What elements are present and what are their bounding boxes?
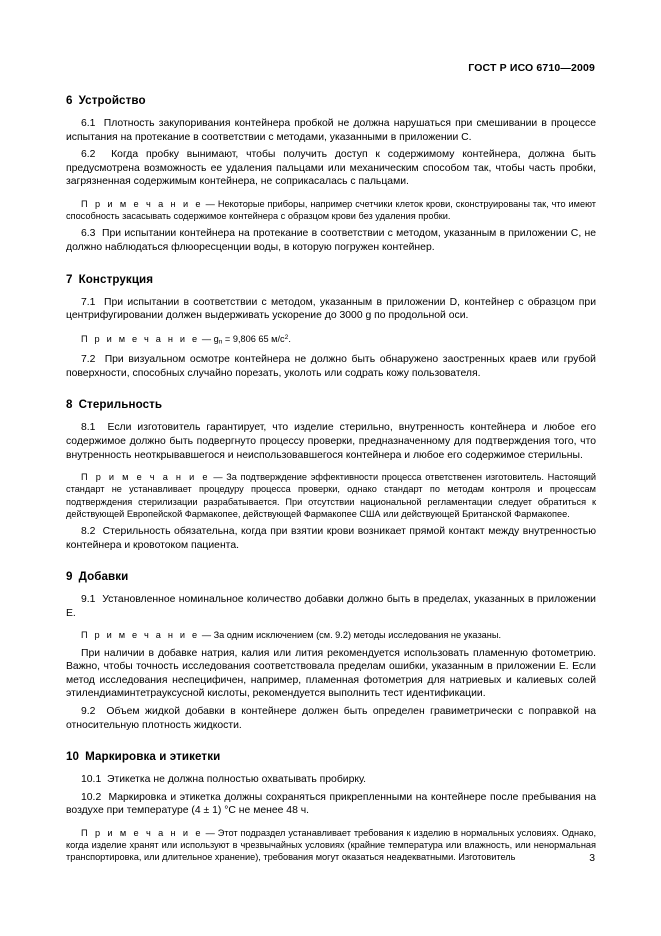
clause-text: При визуальном осмотре контейнера не должно быть обнаружено заостренных краев или грубой поверхности, способных случайно порезать, уколоть или содрать кожу пользователя. — [66, 354, 596, 379]
clause-number: 7.2 — [81, 354, 96, 366]
section-heading-7 — [66, 273, 596, 287]
note-label: П р и м е ч а н и е — [81, 198, 203, 209]
note-text: Этот подраздел устанавливает требования к изделию в нормальных условиях. Однако, когда изделие хранят или используют в чрезвычайных условиях (крайние температура или влажность, или ненормальная транспортировка, или длительное хранение), требования могут оказаться неадекватными. Изготовитель — [66, 827, 596, 863]
note-paragraph — [66, 332, 596, 348]
note-text: За подтверждение эффективности процесса ответственен изготовитель. Настоящий стандарт не устанавливает процедуру процесса проверки, однако стандарт по методам контроля и процессам подтверждения стерилизации разрабатывается. При отсутствии национальной регламентации следует обратиться к действующей Европейской Фармакопее, действующей Фармакопее США или действующей Британской Фармакопее. — [66, 472, 596, 519]
vertical-spacer — [66, 412, 596, 421]
section-title-text: Устройство — [78, 94, 146, 107]
vertical-spacer — [66, 864, 596, 869]
clause-text: При наличии в добавке натрия, калия или лития рекомендуется использовать пламенную фотометрию. Важно, чтобы точность исследования соответствовала пределам ошибки, указанным в приложении E. Если метод исследования неспецифичен, например, пламенная фотометрия для натриевых и калиевых солей этилендиаминтетрауксусной кислоты, рекомендуется выполнить тест идентификации. — [66, 647, 596, 700]
document-body — [66, 94, 596, 869]
note-label: П р и м е ч а н и е — [81, 630, 200, 641]
clause-8.1 — [66, 421, 596, 462]
clause-text: Когда пробку вынимают, чтобы получить доступ к содержимому контейнера, должна быть предусмотрена возможность ее удаления пальцами или механическим способом так, чтобы часть пробки, загрязненная содержимым контейнера, не соприкасалась с пальцами. — [66, 149, 596, 188]
clause-text: Этикетка не должна полностью охватывать пробирку. — [107, 774, 367, 786]
clause-9.1 — [66, 593, 596, 620]
clause-text: Маркировка и этикетка должны сохраняться прикрепленными на контейнере после пребывания на воздухе при температуре (4 ± 1) °C не менее 48 ч. — [66, 791, 596, 817]
vertical-spacer — [66, 736, 596, 750]
clause-8.2 — [66, 525, 596, 552]
formula-superscript: 2 — [284, 333, 289, 341]
clause-number: 6.2 — [81, 149, 96, 161]
clause-6.2 — [66, 148, 596, 189]
note-dash: — — [199, 333, 214, 344]
running-header: ГОСТ Р ИСО 6710—2009 — [468, 62, 595, 74]
section-number: 9 — [66, 570, 73, 584]
clause-6.1 — [66, 117, 596, 144]
note-dash: — — [199, 630, 214, 641]
clause-number: 9.1 — [81, 594, 96, 606]
note-text: Некоторые приборы, например счетчики клеток крови, сконструированы так, что имеют способность засасывать содержимое контейнера с образцом крови без удаления пробки. — [66, 198, 596, 222]
section-title-text: Маркировка и этикетки — [85, 750, 221, 764]
clause-10.2 — [66, 791, 596, 818]
clause-number: 6.3 — [81, 228, 96, 240]
section-heading-10 — [66, 750, 596, 764]
section-title-text: Конструкция — [78, 272, 154, 286]
clause-number: 10.2 — [81, 791, 102, 803]
clause-text: Объем жидкой добавки в контейнере должен быть определен гравиметрически с поправкой на относительную плотность жидкости. — [66, 705, 596, 731]
note-formula — [214, 334, 291, 344]
vertical-spacer — [66, 287, 596, 296]
vertical-spacer — [66, 556, 596, 570]
clause-9.2 — [66, 705, 596, 732]
section-title-text: Стерильность — [78, 398, 163, 412]
clause-7.2 — [66, 353, 596, 380]
section-title-text: Добавки — [78, 570, 129, 584]
note-label: П р и м е ч а н и е — [81, 472, 210, 483]
clause-number: 8.1 — [81, 422, 96, 434]
note-label: П р и м е ч а н и е — [81, 827, 203, 838]
note-paragraph — [66, 471, 596, 520]
note-dash: — — [202, 198, 218, 209]
clause-6.3 — [66, 227, 596, 254]
note-dash: — — [202, 827, 218, 838]
note-dash: — — [209, 472, 227, 483]
clause-text: Если изготовитель гарантирует, что изделие стерильно, внутренность контейнера и любое его содержимое должно быть подвергнуто процессу проверки, предназначенному для подтверждения того, что внутренность неоткрывавшегося и неиспользовавшегося контейнера и любое его содержимое стерильны. — [66, 422, 596, 461]
clause-text: При испытании контейнера на протекание в соответствии с методом, указанным в приложении C, не должно наблюдаться флюоресценции воды, в которую погружен контейнер. — [66, 228, 597, 253]
clause-number: 10.1 — [81, 774, 102, 786]
note-text: За одним исключением (см. 9.2) методы исследования не указаны. — [213, 630, 501, 641]
vertical-spacer — [66, 764, 596, 773]
vertical-spacer — [66, 259, 596, 273]
clause-10.1 — [66, 773, 596, 787]
section-number: 6 — [66, 94, 73, 107]
formula-tail: . — [288, 333, 291, 344]
section-heading-8 — [66, 398, 596, 412]
note-paragraph — [66, 629, 596, 641]
clause-text: Плотность закупоривания контейнера пробкой не должна нарушаться при смешивании в процессе испытания на протекание в соответствии с методами, указанными в приложении C. — [66, 118, 596, 143]
note-paragraph — [66, 198, 596, 222]
clause-text: Установленное номинальное количество добавки должно быть в пределах, указанных в приложении E. — [66, 594, 596, 619]
section-number: 8 — [66, 398, 73, 412]
clause-7.1 — [66, 296, 596, 323]
section-heading-9 — [66, 570, 596, 584]
note-paragraph — [66, 827, 596, 864]
vertical-spacer — [66, 384, 596, 398]
vertical-spacer — [66, 108, 596, 117]
page-number: 3 — [589, 853, 595, 864]
clause-number: 9.2 — [81, 705, 96, 717]
section-heading-6 — [66, 94, 596, 108]
section-number: 10 — [66, 750, 80, 764]
clause-number: 7.1 — [81, 296, 96, 308]
formula-subscript: n — [218, 337, 223, 345]
clause-text: При испытании в соответствии с методом, указанным в приложении D, контейнер с образцом при центрифугировании должен выдерживать ускорение до 3000 g по продольной оси. — [66, 296, 596, 322]
formula-symbol: g — [213, 333, 219, 344]
vertical-spacer — [66, 584, 596, 593]
formula-value: = 9,806 65 м/с — [222, 333, 285, 344]
clause-number: 6.1 — [81, 118, 96, 129]
clause-number: 8.2 — [81, 525, 96, 537]
section-number: 7 — [66, 272, 73, 286]
paragraph-добавки-2 — [66, 647, 596, 701]
clause-text: Стерильность обязательна, когда при взятии крови возникает прямой контакт между внутренностью контейнера и кровотоком пациента. — [66, 525, 596, 551]
note-label: П р и м е ч а н и е — [81, 333, 200, 344]
